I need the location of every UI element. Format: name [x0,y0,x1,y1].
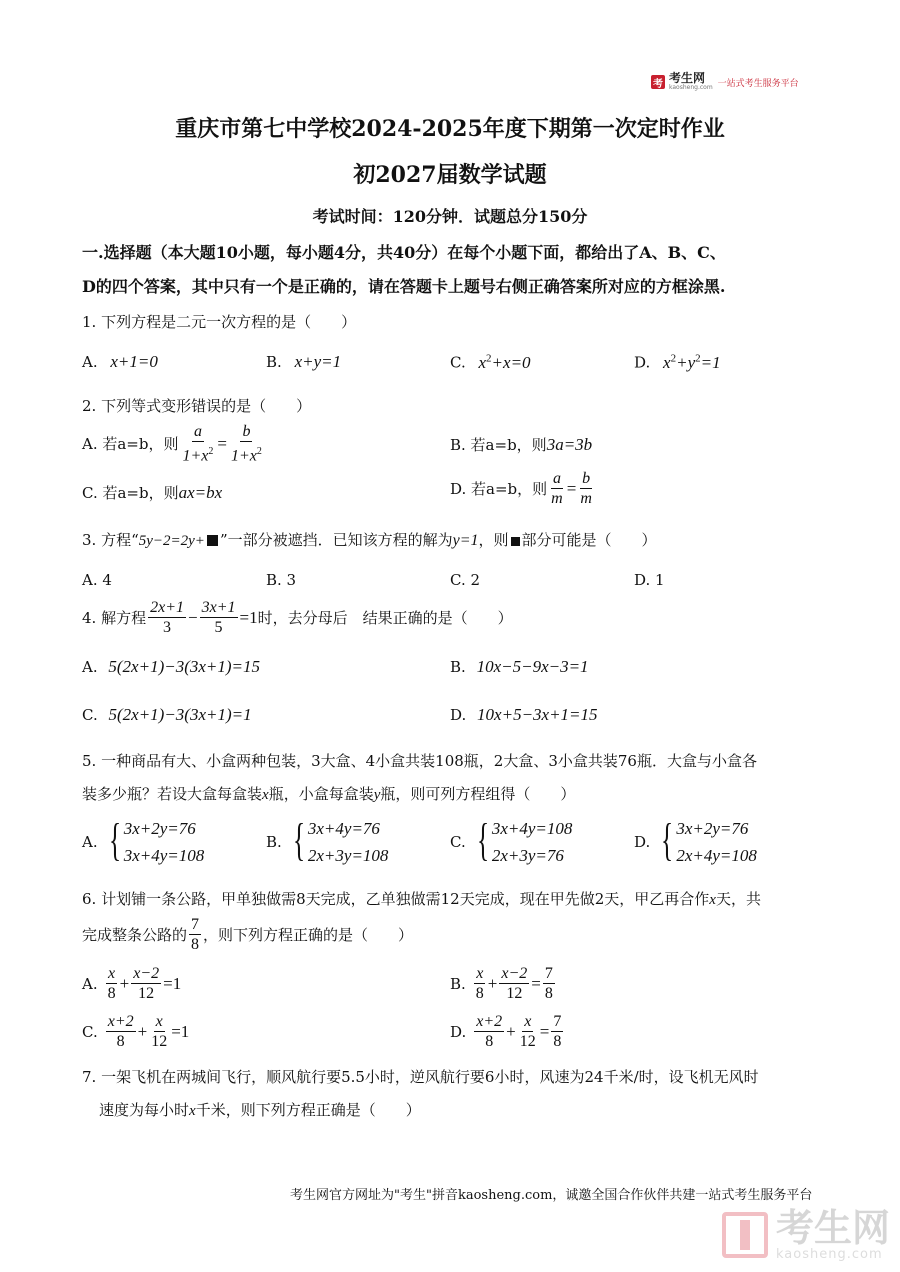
q4-frac-1: $\frac{2x+1}{3}$ [150,599,184,636]
q5-option-b[interactable] [266,815,388,869]
q1-option-d-expr: $x^2+y^2=1$ [663,352,721,372]
q1-option-b-label: B. [266,353,282,371]
q3-stem: 3. 方程“5y−2=2y+ ”一部分被遮挡．已知该方程的解为y=1，则 部分可能是（ ） [82,531,657,549]
q5-option-c-system: { 3x+4y=108 2x+3y=76 [476,814,573,865]
logo-slogan: 一站式考生服务平台 [717,78,799,89]
q2-stem: 2. 下列等式变形错误的是（ ） [82,397,312,415]
q5-option-c[interactable] [450,815,572,869]
hidden-block-small-icon [511,537,520,546]
q6-option-c[interactable]: C. $\frac{x+2}{8}$ + $\frac{x}{12}$ =1 [82,1013,190,1050]
q6-stem-line1: 6. 计划铺一条公路，甲单独做需8天完成，乙单独做需12天完成，现在甲先做2天，甲乙再合作x天，共 [82,890,761,908]
q2-option-c-expr: ax=bx [178,483,223,502]
q2-option-b[interactable] [450,434,592,455]
section-heading-line1: 一.选择题（本大题10小题，每小题4分，共40分）在每个小题下面，都给出了A、B、C、 [82,243,726,262]
q4-option-b-label: B. [450,658,466,676]
q5-option-c-label: C. [450,833,466,851]
watermark-mark-icon [722,1212,768,1258]
q3-option-b[interactable]: B. 3 [266,571,297,589]
q4-option-a-expr: 5(2x+1)−3(3x+1)=15 [108,657,261,676]
q6-option-d-label: D. [450,1022,467,1041]
q1-option-b-expr: x+y=1 [294,352,342,371]
footer-text: 考生网官方网址为"考生"拼音kaosheng.com，诚邀全国合作伙伴共建一站式考生服务平台 [290,1188,813,1203]
q2-option-c-label: C. 若a=b，则 [82,484,179,502]
q2-option-b-label: B. 若a=b，则 [450,436,547,454]
q5-option-a-system: { 3x+2y=76 3x+4y=108 [108,814,205,865]
watermark-name: 考生网 [776,1206,891,1250]
q4-option-c-expr: 5(2x+1)−3(3x+1)=1 [108,705,252,724]
site-logo [651,73,799,91]
q4-option-b[interactable] [450,657,589,677]
logo-name: 考生网 [669,71,706,85]
q4-option-b-expr: 10x−5−9x−3=1 [476,657,589,676]
q6-option-b[interactable]: B. $\frac{x}{8}$ + $\frac{x-2}{12}$ = $\frac{7}{8}$ [450,965,553,1002]
q2-option-c[interactable] [82,482,222,503]
q4-option-d[interactable] [450,705,598,725]
q7-stem-line1: 7. 一架飞机在两城间飞行，顺风航行要5.5小时，逆风航行要6小时，风速为24千米/时，设飞机无风时 [82,1068,759,1086]
logo-mark-icon: 考 [651,75,665,89]
q5-option-d-label: D. [634,833,651,851]
q7-stem-line2: 速度为每小时x千米，则下列方程正确是（ ） [99,1101,421,1119]
page-title: 重庆市第七中学校2024-2025年度下期第一次定时作业 [175,116,725,142]
q1-option-a-expr: x+1=0 [110,352,158,371]
q3-option-d[interactable]: D. 1 [634,571,665,589]
q6-option-d[interactable]: D. $\frac{x+2}{8}$ + $\frac{x}{12}$ = $\frac{7}{8}$ [450,1013,562,1050]
q6-option-a[interactable]: A. $\frac{x}{8}$ + $\frac{x-2}{12}$ =1 [82,965,182,1002]
q1-option-c-expr: $x^2+x=0$ [478,352,531,372]
exam-info: 考试时间：120分钟．试题总分150分 [312,207,588,226]
q1-option-a-label: A. [82,353,98,371]
q5-stem-line1: 5. 一种商品有大、小盒两种包装，3大盒、4小盒共装108瓶，2大盒、3小盒共装76瓶．大盒与小盒各 [82,752,757,770]
q1-stem: 1. 下列方程是二元一次方程的是（ ） [82,313,357,331]
q1-option-d-label: D. [634,353,651,372]
q2-a-frac-left: $\frac{a}{1+x^2}$ [182,423,214,465]
q5-option-b-label: B. [266,833,282,851]
logo-domain: kaosheng.com [669,84,713,91]
q1-option-c-label: C. [450,353,466,372]
q1-option-a[interactable] [82,352,158,372]
q5-option-d-system: { 3x+2y=76 2x+4y=108 [661,814,757,865]
q2-d-frac-right: $\frac{b}{m}$ [580,470,592,507]
q2-option-a[interactable]: A. 若a=b，则 $\frac{a}{1+x^2}$ = $\frac{b}{1+x^2}$ [82,423,262,465]
q1-option-c[interactable] [450,352,531,373]
q6-stem-line2: 完成整条公路的 $\frac{7}{8}$ ，则下列方程正确的是（ ） [82,916,414,953]
page-subtitle: 初2027届数学试题 [353,162,547,188]
q2-option-a-label: A. 若a=b，则 [82,435,179,454]
q4-option-d-expr: 10x+5−3x+1=15 [477,705,598,724]
q2-option-b-expr: 3a=3b [546,435,593,454]
q4-option-c-label: C. [82,706,98,724]
q4-option-d-label: D. [450,706,467,724]
q1-option-b[interactable] [266,352,341,372]
watermark-domain: kaosheng.com [776,1247,883,1262]
q2-d-frac-left: $\frac{a}{m}$ [551,470,563,507]
q3-option-c[interactable]: C. 2 [450,571,481,589]
q5-stem-line2: 装多少瓶？若设大盒每盒装x瓶，小盒每盒装y瓶，则可列方程组得（ ） [82,785,576,803]
q5-option-a[interactable] [82,815,204,869]
q4-option-c[interactable] [82,705,252,725]
q5-option-b-system: { 3x+4y=76 2x+3y=108 [292,814,389,865]
q4-stem: 4. 解方程 $\frac{2x+1}{3}$ − $\frac{3x+1}{5}$ =1 时，去分母后 结果正确的是（ ） [82,599,513,636]
section-heading-line2: D的四个答案，其中只有一个是正确的，请在答题卡上题号右侧正确答案所对应的方框涂黑. [82,277,726,296]
watermark-logo [722,1208,890,1262]
q2-a-frac-right: $\frac{b}{1+x^2}$ [230,423,262,465]
q2-option-d-label: D. 若a=b，则 [450,480,548,498]
q6-stem-frac: $\frac{7}{8}$ [191,916,200,953]
q2-option-d[interactable]: D. 若a=b，则 $\frac{a}{m}$ = $\frac{b}{m}$ [450,470,592,507]
q6-option-a-label: A. [82,974,98,993]
q6-option-b-label: B. [450,974,466,993]
q1-option-d[interactable] [634,352,721,373]
q3-option-a[interactable]: A. 4 [82,571,112,589]
q5-option-d[interactable] [634,815,757,869]
q6-option-c-label: C. [82,1022,98,1041]
q4-option-a[interactable] [82,657,260,677]
hidden-block-icon [207,535,218,546]
q4-frac-2: $\frac{3x+1}{5}$ [201,599,236,636]
q5-option-a-label: A. [82,833,98,851]
q4-option-a-label: A. [82,658,98,676]
